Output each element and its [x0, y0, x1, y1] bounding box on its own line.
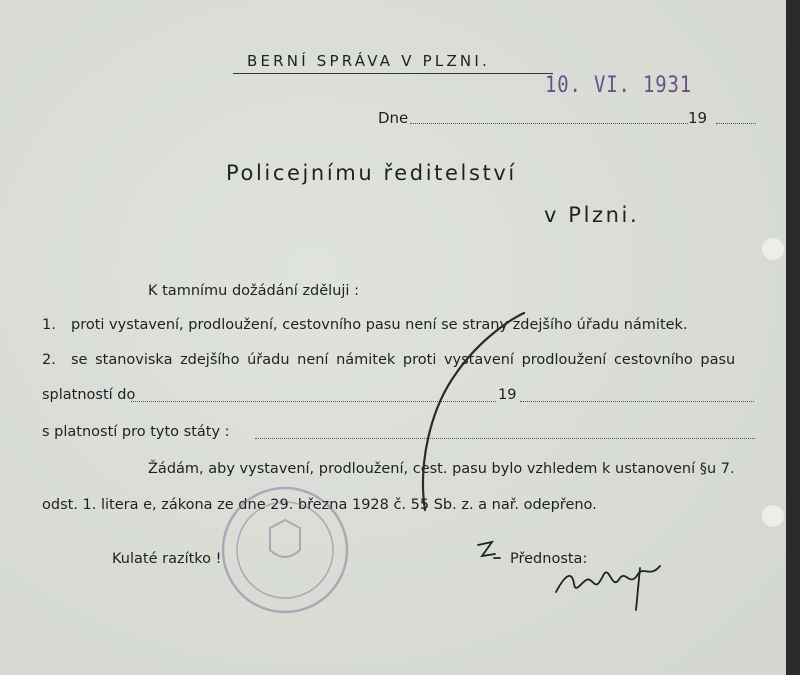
- pencil-stroke: [423, 313, 524, 510]
- intro-text: K tamnímu dožádání zděluji :: [148, 283, 359, 299]
- recipient-line-1: Policejnímu ředitelství: [226, 161, 517, 185]
- recipient-line-2: v Plzni.: [544, 203, 640, 227]
- states-label: s platností pro tyto státy :: [42, 424, 230, 440]
- punch-hole: [762, 238, 784, 260]
- validity-field-line: [131, 401, 496, 402]
- initials-mark: [478, 542, 500, 558]
- item-2-number: 2.: [42, 352, 56, 368]
- punch-hole: [762, 505, 784, 527]
- date-year-prefix: 19: [688, 109, 708, 127]
- signature: [556, 566, 660, 610]
- header-underline: [233, 73, 553, 74]
- item-1-number: 1.: [42, 317, 56, 333]
- item-1-text: proti vystavení, prodloužení, cestovního pasu není se strany zdejšího úřadu námitek.: [71, 317, 688, 333]
- round-stamp-label: Kulaté razítko !: [112, 551, 222, 567]
- office-header: BERNÍ SPRÁVA V PLZNI.: [247, 52, 490, 70]
- states-field-line: [255, 438, 755, 439]
- scan-edge: [786, 0, 800, 675]
- validity-year-line: [520, 401, 754, 402]
- validity-label: splatností do: [42, 387, 136, 403]
- item-2-text: se stanoviska zdejšího úřadu není námitek proti vystavení prodloužení cestovního pasu: [71, 352, 736, 368]
- date-label: Dne: [378, 109, 409, 127]
- date-stamp: 10. VI. 1931: [545, 73, 693, 98]
- date-field-line: [410, 123, 688, 124]
- request-line-1: Žádám, aby vystavení, prodloužení, cest. pasu bylo vzhledem k ustanovení §u 7.: [148, 461, 735, 477]
- validity-year-prefix: 19: [498, 387, 517, 403]
- date-year-line: [716, 123, 756, 124]
- head-label: Přednosta:: [510, 551, 588, 567]
- request-line-2: odst. 1. litera e, zákona ze dne 29. března 1928 č. 55 Sb. z. a nař. odepřeno.: [42, 497, 597, 513]
